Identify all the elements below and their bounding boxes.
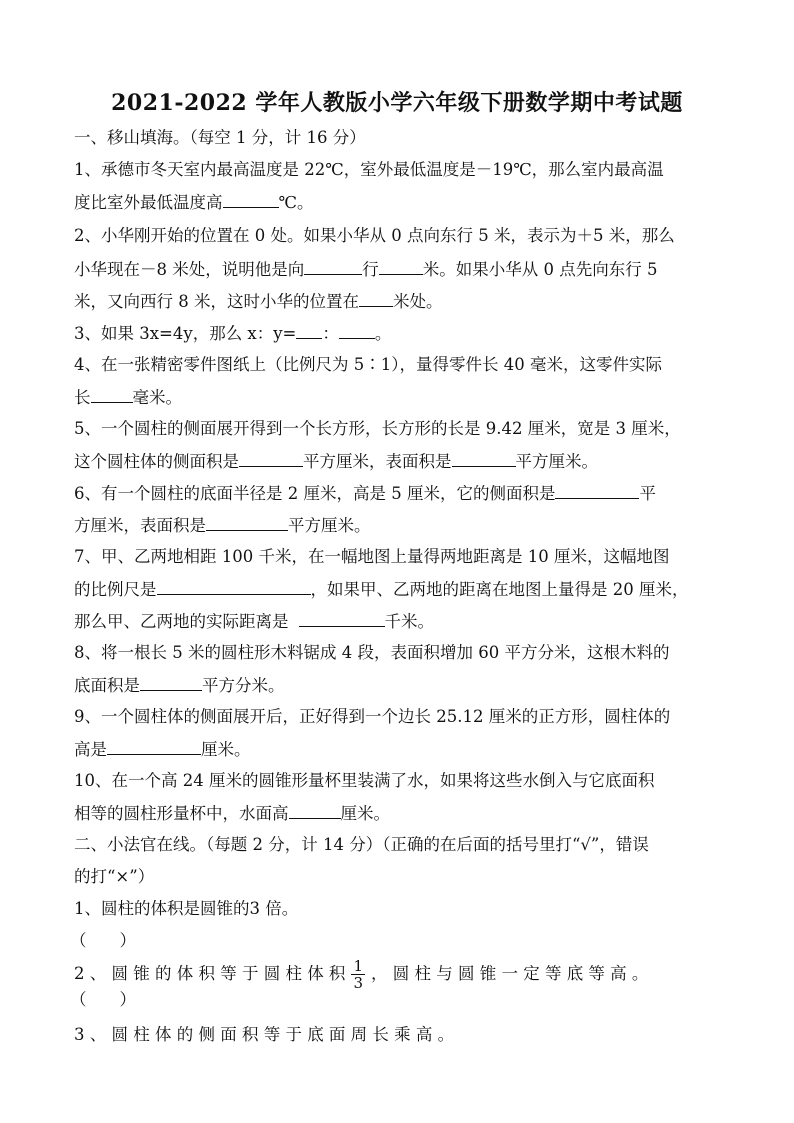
question-10-line-2 (74, 803, 724, 824)
judge-answer-bracket[interactable]: （ ） (70, 931, 136, 950)
question-5-text: 这个圆柱体的侧面积是 (74, 452, 239, 471)
question-10-line-1: 10、在一个高 24 厘米的圆锥形量杯里装满了水，如果将这些水倒入与它底面积 (74, 771, 655, 790)
question-3-line (74, 323, 724, 344)
question-9-text: 高是 (74, 740, 107, 759)
answer-blank[interactable] (359, 291, 393, 307)
question-6-line-1 (74, 483, 724, 504)
section-1-heading: 一、移山填海。（每空 1 分，计 16 分） (74, 128, 366, 147)
question-5-line-1: 5、一个圆柱的侧面展开得到一个长方形，长方形的长是 9.42 厘米，宽是 3 厘米， (74, 419, 681, 438)
answer-blank[interactable] (107, 739, 201, 755)
fraction-denominator: 3 (353, 974, 363, 992)
question-6-text: 方厘米，表面积是 (74, 516, 206, 535)
answer-blank[interactable] (140, 675, 202, 691)
answer-blank[interactable] (223, 192, 279, 208)
fraction-numerator: 1 (353, 957, 363, 975)
question-2-text: 小华现在－8 米处，说明他是向 (74, 260, 305, 279)
question-7-line-3 (74, 611, 724, 632)
question-8-line-1: 8、将一根长 5 米的圆柱形木料锯成 4 段，表面积增加 60 平方分米，这根木料的 (74, 643, 670, 662)
judge-question-2 (74, 957, 724, 992)
question-5-line-2 (74, 451, 724, 472)
question-1-text: 度比室外最低温度高 (74, 193, 223, 212)
question-4-text: 长 (74, 388, 91, 407)
section-2-heading-line-2: 的打“×”） (74, 867, 155, 886)
ratio-colon: ： (322, 324, 339, 343)
judge-question-2-text: ， 圆 柱 与 圆 锥 一 定 等 底 等 高 。 (370, 964, 649, 983)
question-2-text: 行 (362, 260, 379, 279)
question-9-line-2 (74, 739, 724, 760)
judge-question-1: 1、圆柱的体积是圆锥的3 倍。 (74, 899, 299, 918)
question-6-text: 平 (639, 484, 656, 503)
judge-answer-bracket[interactable]: （ ） (70, 990, 136, 1009)
page-title: 2021-2022 学年人教版小学六年级下册数学期中考试题 (111, 90, 683, 116)
question-1-line-1: 1、承德市冬天室内最高温度是 22℃，室外最低温度是－19℃，那么室内最高温 (74, 160, 664, 179)
question-2-line-2 (74, 259, 724, 280)
question-4-line-2 (74, 387, 724, 408)
answer-blank[interactable] (206, 515, 288, 531)
answer-blank[interactable] (379, 259, 423, 275)
answer-blank[interactable] (239, 451, 303, 467)
question-2-line-1: 2、小华刚开始的位置在 0 处。如果小华从 0 点向东行 5 米，表示为＋5 米，那么 (74, 226, 675, 245)
question-2-text: 米，又向西行 8 米，这时小华的位置在 (74, 292, 359, 311)
question-8-line-2 (74, 675, 724, 696)
answer-blank[interactable] (339, 323, 375, 339)
section-2-heading-line-1: 二、小法官在线。（每题 2 分，计 14 分）（正确的在后面的括号里打“√”，错误 (74, 835, 649, 854)
question-3-end: 。 (374, 324, 392, 343)
judge-question-2-text: 2 、 圆 锥 的 体 积 等 于 圆 柱 体 积 (74, 964, 346, 983)
question-1-line-2 (74, 192, 724, 213)
question-9-line-1: 9、一个圆柱体的侧面展开后，正好得到一个边长 25.12 厘米的正方形，圆柱体的 (74, 707, 671, 726)
question-9-unit: 厘米。 (201, 740, 251, 759)
question-3-text: 3、如果 3x=4y，那么 x：y= (74, 324, 297, 343)
question-7-unit: 千米。 (384, 612, 434, 631)
question-10-unit: 厘米。 (340, 804, 390, 823)
answer-blank[interactable] (296, 323, 322, 339)
question-7-text: ，如果甲、乙两地的距离在地图上量得是 20 厘米， (310, 580, 689, 599)
question-7-text: 那么甲、乙两地的实际距离是 (74, 612, 289, 631)
question-1-unit: ℃。 (278, 193, 314, 212)
answer-blank[interactable] (91, 387, 133, 403)
question-10-text: 相等的圆柱形量杯中，水面高 (74, 804, 289, 823)
question-5-text: 平方厘米，表面积是 (303, 452, 452, 471)
question-7-line-2 (74, 579, 724, 600)
answer-blank[interactable] (289, 803, 341, 819)
judge-question-3: 3 、 圆 柱 体 的 侧 面 积 等 于 底 面 周 长 乘 高 。 (74, 1025, 455, 1044)
question-2-text: 米处。 (393, 292, 443, 311)
answer-blank[interactable] (299, 611, 385, 627)
question-8-text: 底面积是 (74, 676, 140, 695)
fraction-one-third (351, 958, 365, 991)
question-2-text: 米。如果小华从 0 点先向东行 5 (422, 260, 658, 279)
question-7-text: 的比例尺是 (74, 580, 157, 599)
answer-blank[interactable] (452, 451, 516, 467)
question-6-text: 6、有一个圆柱的底面半径是 2 厘米，高是 5 厘米，它的侧面积是 (74, 484, 556, 503)
question-4-line-1: 4、在一张精密零件图纸上（比例尺为 5∶1），量得零件长 40 毫米，这零件实际 (74, 355, 662, 374)
question-4-unit: 毫米。 (132, 388, 182, 407)
answer-blank[interactable] (555, 483, 639, 499)
answer-blank[interactable] (157, 579, 311, 595)
question-6-text: 平方厘米。 (288, 516, 371, 535)
question-8-unit: 平方分米。 (202, 676, 285, 695)
answer-blank[interactable] (304, 259, 362, 275)
question-6-line-2 (74, 515, 724, 536)
question-2-line-3 (74, 291, 724, 312)
question-5-text: 平方厘米。 (515, 452, 598, 471)
question-7-line-1: 7、甲、乙两地相距 100 千米，在一幅地图上量得两地距离是 10 厘米，这幅地图 (74, 547, 670, 566)
